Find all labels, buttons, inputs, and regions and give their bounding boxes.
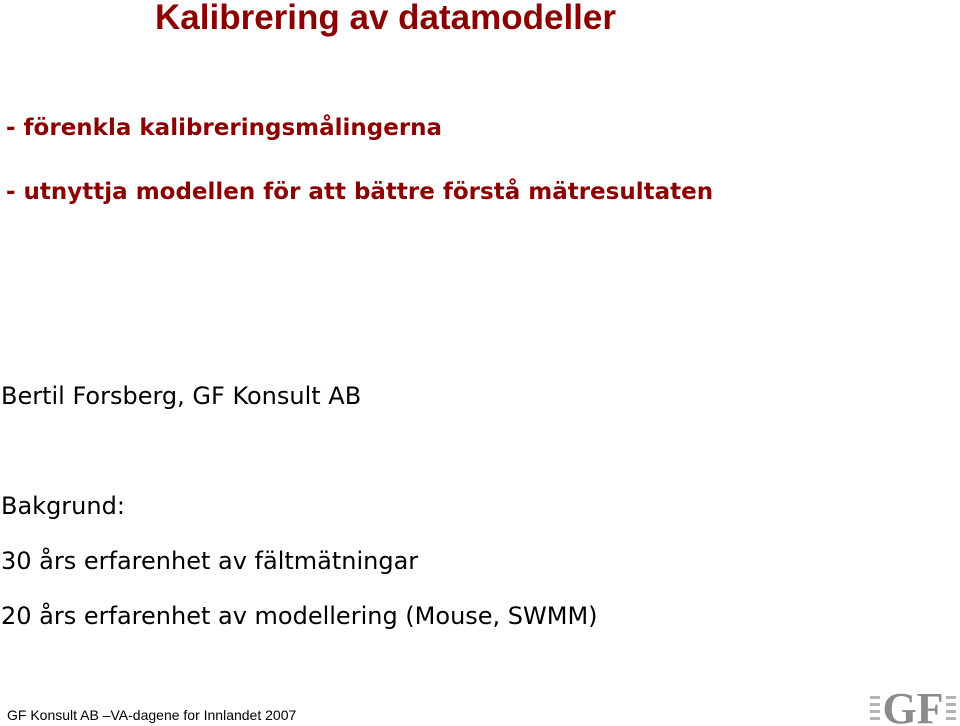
gf-logo (870, 684, 958, 726)
logo-text: GF (882, 684, 944, 726)
bullet-point-2: - utnyttja modellen för att bättre förstå mätresultaten (6, 179, 714, 205)
slide-title: Kalibrering av datamodeller (155, 0, 616, 37)
footer-text: GF Konsult AB –VA-dagene for Innlandet 2007 (7, 707, 297, 723)
author-line: Bertil Forsberg, GF Konsult AB (1, 382, 362, 410)
background-heading: Bakgrund: (1, 492, 125, 520)
background-item-1: 30 års erfarenhet av fältmätningar (1, 547, 419, 575)
background-item-2: 20 års erfarenhet av modellering (Mouse, SWMM) (1, 602, 598, 630)
bullet-point-1: - förenkla kalibreringsmålingerna (6, 115, 443, 141)
